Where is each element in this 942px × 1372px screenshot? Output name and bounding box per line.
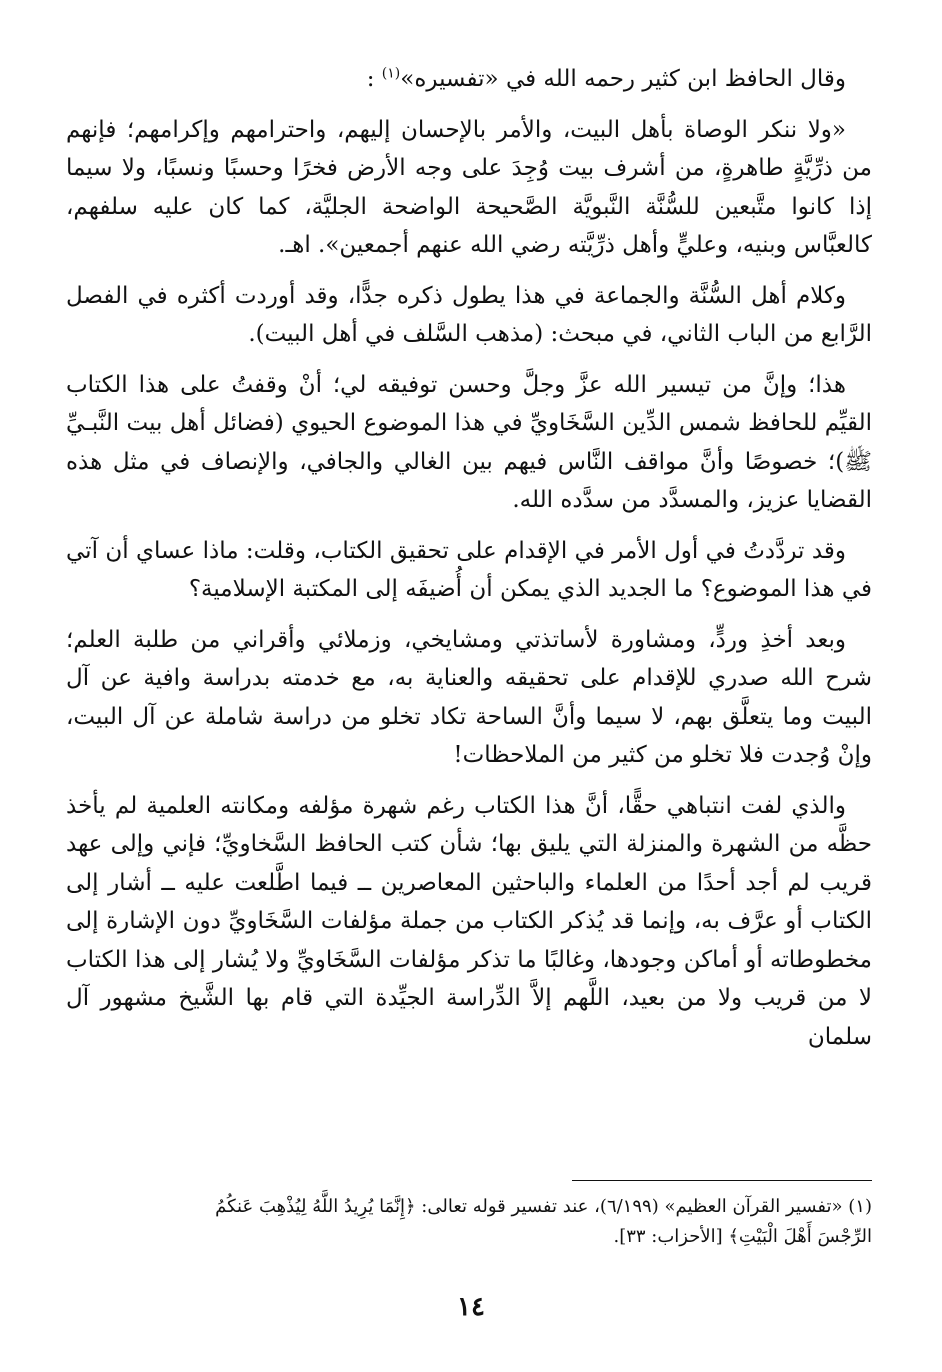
paragraph-intro [66,60,872,99]
main-text [66,60,872,1068]
footnote [66,1192,872,1252]
footnote-reference[interactable]: (١) [381,65,401,82]
paragraph: هذا؛ وإنَّ من تيسير الله عزَّ وجلَّ وحسن توفيقه لي؛ أنْ وقفتُ على هذا الكتاب القيِّم للحافظ شمس الدِّين السَّخَاويِّ في هذا الموضوع الحيوي (فضائل أهل بيت النَّبـيِّ ﷺ)؛ خصوصًا وأنَّ مواقف النَّاس فيهم بين الغالي والجافي، والإنصاف في مثل هذه القضايا عزيز، والمسدَّد من سدَّده الله. [66,371,872,513]
footnote-line: (١) «تفسير القرآن العظيم» (٦/١٩٩)، عند تفسير قوله تعالى: ﴿إِنَّمَا يُرِيدُ اللَّهُ لِيُذْهِبَ عَنكُمُ [215,1196,872,1217]
paragraph: وبعد أخذِ وردٍّ، ومشاورة لأساتذتي ومشايخي، وزملائي وأقراني من طلبة العلم؛ شرح الله صدري للإقدام على تحقيقه والعناية به، مع خدمته بدراسة وافية عن آل البيت وما يتعلَّق بهم، لا سيما وأنَّ الساحة تكاد تخلو من دراسة شاملة عن آل البيت، وإنْ وُجدت فلا تخلو من كثير من الملاحظات! [66,626,872,768]
footnote-line: الرِّجْسَ أَهْلَ الْبَيْتِ﴾ [الأحزاب: ٣٣]. [613,1226,872,1247]
paragraph: والذي لفت انتباهي حقًّا، أنَّ هذا الكتاب رغم شهرة مؤلفه ومكانته العلمية لم يأخذ حظَّه من الشهرة والمنزلة التي يليق بها؛ شأن كتب الحافظ السَّخاويِّ؛ فإني وإلى عهد قريب لم أجد أحدًا من العلماء والباحثين المعاصرين ــ فيما اطَّلعت عليه ــ أشار إلى الكتاب أو عرَّف به، وإنما قد يُذكر الكتاب من جملة مؤلفات السَّخَاويِّ دون الإشارة إلى مخطوطاته أو أماكن وجودها، وغالبًا ما تذكر مؤلفات السَّخَاويِّ ولا يُشار إلى هذا الكتاب لا من قريب ولا من بعيد، اللَّهم إلاَّ الدِّراسة الجيِّدة التي قام بها الشَّيخ مشهور آل سلمان [66,792,872,1050]
footnote-divider [572,1180,872,1181]
paragraph-quote: «ولا ننكر الوصاة بأهل البيت، والأمر بالإحسان إليهم، واحترامهم وإكرامهم؛ فإنهم من ذرِّيَّةٍ طاهرةٍ، من أشرف بيت وُجِدَ على وجه الأرض فخرًا وحسبًا ونسبًا، ولا سيما إذا كانوا متَّبعين للسُّنَّة النَّبويَّة الصَّحيحة الواضحة الجليَّة، كما كان عليه سلفهم، كالعبَّاس وبنيه، وعليٍّ وأهل ذرِّيَّته رضي الله عنهم أجمعين». اهـ. [66,116,872,258]
intro-tail: : [366,66,375,92]
paragraph: وكلام أهل السُّنَّة والجماعة في هذا يطول ذكره جدًّا، وقد أوردت أكثره في الفصل الرَّابع من الباب الثاني، في مبحث: (مذهب السَّلف في أهل البيت). [66,282,872,347]
intro-text: وقال الحافظ ابن كثير رحمه الله في «تفسيره» [400,66,846,92]
paragraph: وقد تردَّدتُ في أول الأمر في الإقدام على تحقيق الكتاب، وقلت: ماذا عساي أن آتي في هذا الموضوع؟ ما الجديد الذي يمكن أن أُضيفَه إلى المكتبة الإسلامية؟ [66,537,872,602]
page-number: ١٤ [457,1292,485,1322]
